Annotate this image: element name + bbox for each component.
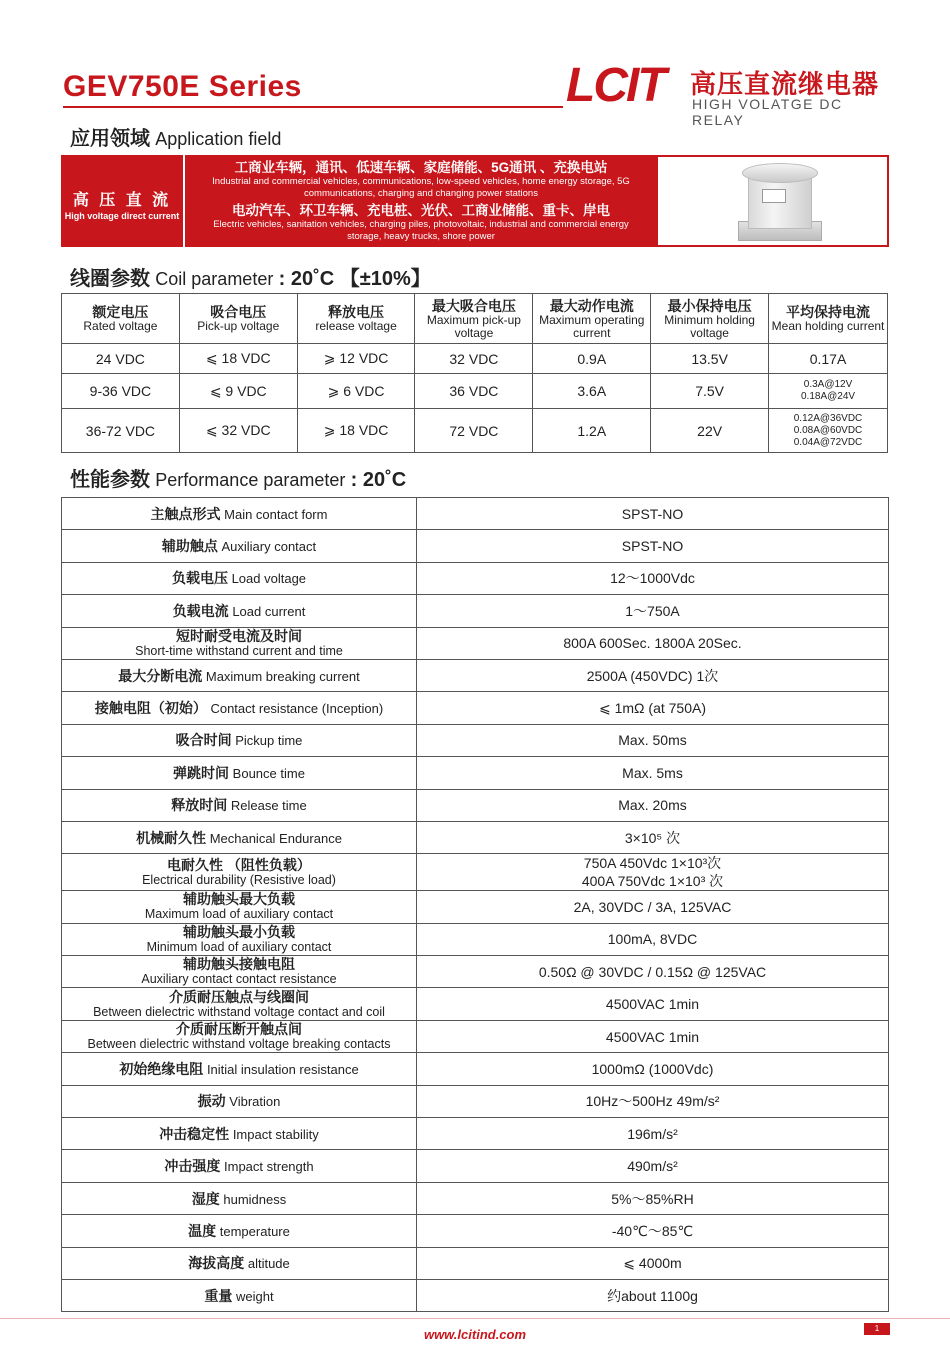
coil-cell: 72 VDC: [415, 409, 533, 453]
performance-value-text: SPST-NO: [621, 538, 684, 555]
performance-row: [62, 757, 889, 789]
performance-label-cn: 短时耐受电流及时间: [176, 627, 302, 644]
coil-heading: [70, 262, 431, 291]
title-divider: [63, 106, 563, 108]
performance-value-text: 4500VAC 1min: [605, 1028, 700, 1045]
performance-label-cn: 辅助触点: [161, 538, 218, 555]
performance-value-text: ⩽ 1mΩ (at 750A): [598, 699, 706, 716]
performance-row: [62, 692, 889, 724]
performance-label-en: Mechanical Endurance: [209, 830, 342, 846]
application-heading-cn: 应用领域: [70, 128, 150, 150]
performance-label-en: humidness: [223, 1191, 287, 1207]
performance-row: [62, 595, 889, 627]
performance-label-en: temperature: [219, 1223, 290, 1239]
performance-label-en: Electrical durability (Resistive load): [142, 872, 336, 887]
performance-value-text: 100mA, 8VDC: [607, 931, 698, 948]
performance-label-cn: 振动: [197, 1093, 226, 1110]
performance-heading-cn: 性能参数: [70, 469, 150, 491]
application-line1-cn: 工商业车辆，通讯、低速车辆、家庭储能、5G通讯 、充换电站: [234, 160, 608, 175]
performance-value: [417, 1053, 889, 1085]
performance-row: [62, 1215, 889, 1247]
performance-row: [62, 821, 889, 853]
performance-value-text: 196m/s²: [627, 1125, 678, 1142]
performance-value: [417, 789, 889, 821]
performance-parameter-table: [61, 497, 889, 1312]
performance-label-en: Auxiliary contact contact resistance: [141, 972, 337, 987]
performance-label-en: Between dielectric withstand voltage contact and coil: [93, 1004, 385, 1019]
performance-value: [417, 757, 889, 789]
performance-label-cn: 弹跳时间: [173, 764, 230, 781]
performance-label: [62, 923, 417, 955]
performance-label: [62, 659, 417, 691]
performance-label-cn: 湿度: [191, 1190, 220, 1207]
performance-value: [417, 1279, 889, 1311]
performance-value-text: 4500VAC 1min: [605, 996, 700, 1013]
performance-label-en: Maximum load of auxiliary contact: [144, 907, 334, 922]
performance-label-en: Contact resistance (Inception): [210, 701, 384, 717]
performance-label-en: Main contact form: [224, 506, 328, 522]
performance-value: [417, 1247, 889, 1279]
performance-row: [62, 1053, 889, 1085]
performance-label: [62, 530, 417, 562]
performance-value: [417, 1085, 889, 1117]
performance-label: [62, 891, 417, 923]
performance-value-text: 0.50Ω @ 30VDC / 0.15Ω @ 125VAC: [538, 963, 767, 980]
performance-label-en: Load current: [232, 603, 306, 619]
page-number: 1: [864, 1323, 890, 1335]
coil-cell: 32 VDC: [415, 344, 533, 374]
performance-label-cn: 电耐久性 （阻性负载）: [167, 856, 311, 873]
performance-label-cn: 介质耐压触点与线圈间: [169, 988, 309, 1005]
performance-value: [417, 1182, 889, 1214]
performance-value-text: Max. 20ms: [618, 797, 687, 814]
performance-row: [62, 1279, 889, 1311]
performance-value-text: ⩽ 4000m: [623, 1254, 682, 1271]
performance-row: [62, 659, 889, 691]
coil-cell: ⩾ 12 VDC: [297, 344, 415, 374]
performance-value-text: 3×10⁵ 次: [624, 829, 681, 846]
performance-value: [417, 854, 889, 891]
performance-label: [62, 1020, 417, 1052]
performance-label: [62, 956, 417, 988]
coil-cell: 0.17A: [769, 344, 888, 374]
performance-row: [62, 1118, 889, 1150]
logo-mark: LCIT: [566, 59, 665, 112]
performance-value-text: 2500A (450VDC) 1次: [586, 667, 719, 684]
coil-cell: 9-36 VDC: [62, 374, 180, 409]
performance-value: [417, 988, 889, 1020]
footer-website-link[interactable]: www.lcitind.com: [423, 1327, 527, 1342]
performance-label-cn: 辅助触头最小负载: [183, 923, 295, 940]
performance-label-en: Impact stability: [232, 1126, 319, 1142]
performance-label-en: altitude: [247, 1256, 290, 1272]
performance-label-en: Bounce time: [232, 765, 305, 781]
application-line2-en: Electric vehicles, sanitation vehicles, charging piles, photovoltaic, industrial and commercial energy storage, heavy trucks, shore power: [213, 219, 629, 242]
performance-value: [417, 891, 889, 923]
coil-cell: ⩾ 6 VDC: [297, 374, 415, 409]
performance-label: [62, 1085, 417, 1117]
performance-label-cn: 介质耐压断开触点间: [176, 1021, 302, 1038]
performance-label: [62, 854, 417, 891]
application-category: [61, 155, 185, 247]
coil-cell: ⩽ 32 VDC: [179, 409, 297, 453]
coil-cell: 36 VDC: [415, 374, 533, 409]
performance-label: [62, 595, 417, 627]
performance-row: [62, 891, 889, 923]
coil-row: [62, 344, 888, 374]
coil-cell: 3.6A: [533, 374, 651, 409]
application-heading: [70, 122, 281, 151]
performance-value-text: 10Hz～500Hz 49m/s²: [585, 1093, 720, 1110]
coil-row: [62, 409, 888, 453]
performance-label-cn: 负载电压: [171, 570, 228, 587]
performance-value: [417, 1020, 889, 1052]
performance-row: [62, 562, 889, 594]
logo-chinese-text: 高压直流继电器: [690, 69, 880, 99]
performance-label-cn: 释放时间: [171, 797, 228, 814]
coil-heading-cn: 线圈参数: [70, 268, 150, 290]
performance-heading: [70, 463, 406, 492]
performance-label-en: Impact strength: [224, 1159, 314, 1175]
performance-value: [417, 659, 889, 691]
performance-label: [62, 821, 417, 853]
performance-label-cn: 冲击稳定性: [159, 1125, 230, 1142]
performance-value: [417, 1150, 889, 1182]
coil-cell: 0.9A: [533, 344, 651, 374]
performance-row: [62, 988, 889, 1020]
performance-value: [417, 498, 889, 530]
performance-value-text: -40℃～85℃: [611, 1222, 694, 1239]
performance-label: [62, 1279, 417, 1311]
coil-heading-condition: : 20˚C 【±10%】: [278, 268, 431, 290]
performance-label-cn: 重量: [204, 1287, 233, 1304]
performance-row: [62, 854, 889, 891]
coil-cell: 13.5V: [651, 344, 769, 374]
application-category-en: High voltage direct current: [64, 211, 180, 221]
coil-col-header: 最小保持电压 Minimum holding voltage: [651, 294, 769, 344]
coil-cell: ⩽ 9 VDC: [179, 374, 297, 409]
series-title: GEV750E Series: [63, 70, 302, 103]
performance-value-text: 约about 1100g: [607, 1287, 698, 1304]
performance-label: [62, 1150, 417, 1182]
performance-label-cn: 温度: [188, 1222, 217, 1239]
performance-value-text: 5%～85%RH: [611, 1190, 694, 1207]
performance-value: [417, 1118, 889, 1150]
footer-divider: [0, 1318, 950, 1319]
performance-label: [62, 692, 417, 724]
coil-cell: 22V: [651, 409, 769, 453]
performance-value-text: 1～750A: [625, 602, 680, 619]
performance-label-cn: 初始绝缘电阻: [119, 1060, 204, 1077]
coil-cell: ⩽ 18 VDC: [179, 344, 297, 374]
product-image-panel: [656, 155, 889, 247]
coil-col-header: 平均保持电流 Mean holding current: [769, 294, 888, 344]
performance-label-en: Maximum breaking current: [205, 668, 360, 684]
performance-label: [62, 1247, 417, 1279]
performance-row: [62, 923, 889, 955]
performance-row: [62, 1085, 889, 1117]
performance-row: [62, 498, 889, 530]
performance-label: [62, 562, 417, 594]
performance-value-text: 2A, 30VDC / 3A, 125VAC: [573, 898, 732, 915]
performance-value-text: 1000mΩ (1000Vdc): [591, 1060, 714, 1077]
performance-value: [417, 595, 889, 627]
performance-label-cn: 机械耐久性: [136, 829, 207, 846]
performance-label-cn: 最大分断电流: [118, 667, 203, 684]
performance-row: [62, 1150, 889, 1182]
performance-label-en: Load voltage: [231, 571, 307, 587]
application-list: [187, 155, 655, 247]
performance-row: [62, 1247, 889, 1279]
coil-col-header: 释放电压 release voltage: [297, 294, 415, 344]
performance-label-en: Pickup time: [235, 733, 303, 749]
performance-label-en: Vibration: [229, 1094, 281, 1110]
performance-label-en: Short-time withstand current and time: [135, 643, 343, 658]
coil-col-header: 额定电压 Rated voltage: [62, 294, 180, 344]
performance-value: [417, 530, 889, 562]
performance-value-text: SPST-NO: [621, 505, 684, 522]
application-heading-en: Application field: [155, 129, 282, 149]
performance-value-text: 12～1000Vdc: [610, 570, 695, 587]
performance-label: [62, 789, 417, 821]
performance-label-cn: 负载电流: [172, 602, 229, 619]
performance-label: [62, 724, 417, 756]
performance-value: [417, 562, 889, 594]
logo-english-text: HIGH VOLATGE DC RELAY: [692, 96, 843, 128]
performance-label: [62, 1118, 417, 1150]
coil-parameter-table: [61, 293, 888, 453]
application-line2-cn: 电动汽车、环卫车辆、充电桩、光伏、工商业储能、重卡、岸电: [232, 203, 610, 218]
coil-col-header: 吸合电压 Pick-up voltage: [179, 294, 297, 344]
performance-label-en: weight: [236, 1288, 274, 1304]
performance-value: [417, 1215, 889, 1247]
performance-row: [62, 956, 889, 988]
coil-cell: ⩾ 18 VDC: [297, 409, 415, 453]
application-band: [61, 155, 889, 247]
performance-value-text: 400A 750Vdc 1×10³ 次: [581, 873, 724, 890]
performance-label: [62, 627, 417, 659]
application-category-cn: 高 压 直 流: [72, 192, 172, 209]
performance-value-text: 800A 600Sec. 1800A 20Sec.: [563, 635, 742, 652]
coil-cell: 0.3A@12V 0.18A@24V: [769, 374, 888, 409]
coil-cell: 36-72 VDC: [62, 409, 180, 453]
coil-heading-en: Coil parameter: [155, 269, 274, 289]
performance-row: [62, 627, 889, 659]
performance-label: [62, 498, 417, 530]
performance-label-cn: 接触电阻（初始）: [94, 700, 207, 717]
coil-cell: 7.5V: [651, 374, 769, 409]
performance-value: [417, 956, 889, 988]
performance-label-en: Minimum load of auxiliary contact: [146, 939, 332, 954]
performance-label: [62, 1053, 417, 1085]
coil-col-header: 最大动作电流 Maximum operating current: [533, 294, 651, 344]
performance-label: [62, 757, 417, 789]
performance-heading-en: Performance parameter: [155, 470, 346, 490]
coil-cell: 1.2A: [533, 409, 651, 453]
performance-row: [62, 1182, 889, 1214]
performance-row: [62, 530, 889, 562]
performance-label-en: Initial insulation resistance: [206, 1061, 359, 1077]
coil-col-header: 最大吸合电压 Maximum pick-up voltage: [415, 294, 533, 344]
coil-row: [62, 374, 888, 409]
performance-value: [417, 692, 889, 724]
performance-value-text: 490m/s²: [627, 1158, 678, 1175]
performance-label: [62, 988, 417, 1020]
performance-label-cn: 冲击强度: [164, 1158, 221, 1175]
coil-cell: 0.12A@36VDC 0.08A@60VDC 0.04A@72VDC: [769, 409, 888, 453]
performance-value-text: 750A 450Vdc 1×10³次: [583, 855, 722, 872]
performance-value: [417, 724, 889, 756]
coil-cell: 24 VDC: [62, 344, 180, 374]
performance-label-cn: 辅助触头最大负载: [183, 891, 295, 908]
performance-value: [417, 821, 889, 853]
performance-label-en: Between dielectric withstand voltage breaking contacts: [87, 1037, 391, 1052]
brand-logo: [566, 59, 896, 128]
performance-value-text: Max. 5ms: [622, 764, 683, 781]
performance-label-cn: 辅助触头接触电阻: [183, 956, 295, 973]
performance-value: [417, 923, 889, 955]
performance-label-cn: 吸合时间: [175, 732, 232, 749]
coil-header-row: [62, 294, 888, 344]
performance-label: [62, 1215, 417, 1247]
performance-label-en: Auxiliary contact: [221, 539, 317, 555]
performance-label-en: Release time: [230, 798, 307, 814]
performance-row: [62, 1020, 889, 1052]
performance-value: [417, 627, 889, 659]
relay-product-image: [738, 163, 822, 243]
performance-label-cn: 海拔高度: [188, 1255, 245, 1272]
application-line1-en: Industrial and commercial vehicles, communications, low-speed vehicles, home energy storage, 5G communications, charging and changing power stations: [212, 176, 630, 199]
performance-value-text: Max. 50ms: [618, 732, 687, 749]
performance-label-cn: 主触点形式: [150, 505, 221, 522]
performance-row: [62, 724, 889, 756]
performance-label: [62, 1182, 417, 1214]
performance-row: [62, 789, 889, 821]
performance-heading-condition: : 20˚C: [350, 469, 407, 491]
